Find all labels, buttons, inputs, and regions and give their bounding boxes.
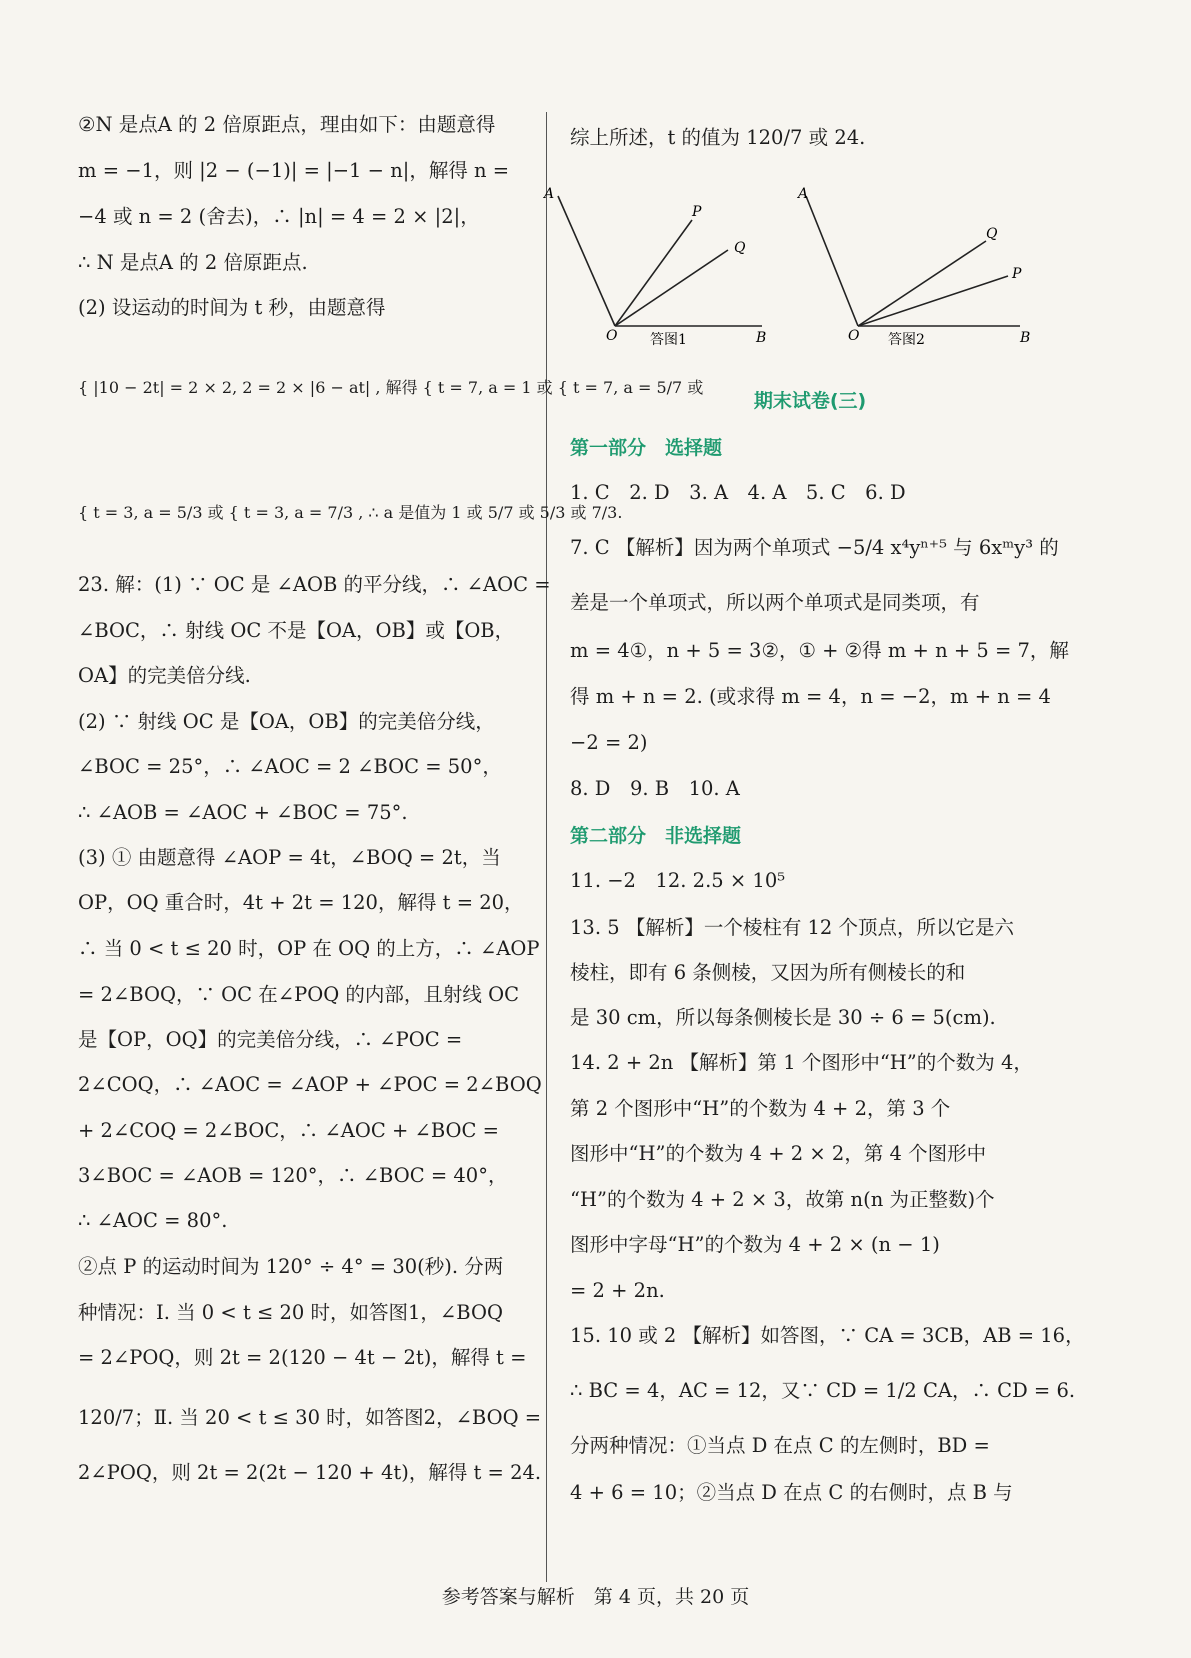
answer-line: 是 30 cm，所以每条侧棱长是 30 ÷ 6 = 5(cm). xyxy=(570,1006,996,1029)
answer-figure-1 xyxy=(540,178,800,348)
answer-line: 图形中“H”的个数为 4 + 2 × 2，第 4 个图形中 xyxy=(570,1142,987,1165)
text-line: 23. 解：(1) ∵ OC 是 ∠AOB 的平分线，∴ ∠AOC = xyxy=(78,573,551,596)
figure-label: A xyxy=(798,186,809,202)
answer-line: ∴ BC = 4，AC = 12，又∵ CD = 1/2 CA，∴ CD = 6. xyxy=(570,1379,1076,1402)
page-footer: 参考答案与解析 第 4 页，共 20 页 xyxy=(441,1586,750,1608)
text-line: = 2∠BOQ，∵ OC 在∠POQ 的内部，且射线 OC xyxy=(78,983,519,1006)
answer-line: 11. −2 12. 2.5 × 10⁵ xyxy=(570,869,786,892)
answer-line: 差是一个单项式，所以两个单项式是同类项，有 xyxy=(570,591,980,614)
text-line: + 2∠COQ = 2∠BOC，∴ ∠AOC + ∠BOC = xyxy=(78,1119,499,1142)
text-line: ∠BOC，∴ 射线 OC 不是【OA，OB】或【OB， xyxy=(78,619,515,642)
figure-label: Q xyxy=(734,240,746,256)
answer-line: 13. 5 【解析】一个棱柱有 12 个顶点，所以它是六 xyxy=(570,916,1015,939)
answer-line: 图形中字母“H”的个数为 4 + 2 × (n − 1) xyxy=(570,1233,940,1256)
text-line: 2∠POQ，则 2t = 2(2t − 120 + 4t)，解得 t = 24. xyxy=(78,1461,542,1484)
text-line: OP，OQ 重合时，4t + 2t = 120，解得 t = 20， xyxy=(78,891,524,914)
answer-line: = 2 + 2n. xyxy=(570,1279,665,1302)
text-line: m = −1，则 |2 − (−1)| = |−1 − n|，解得 n = xyxy=(78,159,510,182)
figure-label: O xyxy=(848,328,860,344)
text-line: ∠BOC = 25°，∴ ∠AOC = 2 ∠BOC = 50°， xyxy=(78,755,502,778)
text-line: OA】的完美倍分线. xyxy=(78,664,251,687)
answer-line: 14. 2 + 2n 【解析】第 1 个图形中“H”的个数为 4， xyxy=(570,1051,1033,1074)
figure-caption: 答图2 xyxy=(888,332,925,348)
answer-line: 第 2 个图形中“H”的个数为 4 + 2，第 3 个 xyxy=(570,1097,951,1120)
figure-label: Q xyxy=(986,226,998,242)
text-line: (2) ∵ 射线 OC 是【OA，OB】的完美倍分线， xyxy=(78,710,495,733)
text-line: ②N 是点A 的 2 倍原距点，理由如下：由题意得 xyxy=(78,113,496,136)
figure-label: O xyxy=(606,328,618,344)
answer-line: 分两种情况：①当点 D 在点 C 的左侧时，BD = xyxy=(570,1434,990,1457)
figure-label: P xyxy=(692,204,702,220)
answer-line: 7. C 【解析】因为两个单项式 −5/4 x⁴yⁿ⁺⁵ 与 6xᵐy³ 的 xyxy=(570,536,1059,559)
answer-line: −2 = 2) xyxy=(570,731,648,754)
text-line: ∴ 当 0 < t ≤ 20 时，OP 在 OQ 的上方，∴ ∠AOP xyxy=(78,937,540,960)
text-line: ∴ N 是点A 的 2 倍原距点. xyxy=(78,251,308,274)
text-line: 2∠COQ，∴ ∠AOC = ∠AOP + ∠POC = 2∠BOQ xyxy=(78,1073,542,1096)
answer-line: 棱柱，即有 6 条侧棱，又因为所有侧棱长的和 xyxy=(570,961,966,984)
answer-line: 15. 10 或 2 【解析】如答图，∵ CA = 3CB，AB = 16， xyxy=(570,1324,1085,1347)
figure-label: B xyxy=(756,330,767,346)
text-line: 种情况：Ⅰ. 当 0 < t ≤ 20 时，如答图1，∠BOQ xyxy=(78,1301,503,1324)
figure-label: B xyxy=(1020,330,1031,346)
text-line: 是【OP，OQ】的完美倍分线，∴ ∠POC = xyxy=(78,1028,463,1051)
part-title: 第二部分 非选择题 xyxy=(570,825,742,847)
text-line: 3∠BOC = ∠AOB = 120°，∴ ∠BOC = 40°， xyxy=(78,1164,508,1187)
figure-label: P xyxy=(1012,266,1022,282)
text-line: −4 或 n = 2 (舍去)，∴ |n| = 4 = 2 × |2|， xyxy=(78,205,480,228)
text-line: ②点 P 的运动时间为 120° ÷ 4° = 30(秒). 分两 xyxy=(78,1255,504,1278)
answer-line: 1. C 2. D 3. A 4. A 5. C 6. D xyxy=(570,481,906,504)
answer-line: m = 4①，n + 5 = 3②，① + ②得 m + n + 5 = 7，解 xyxy=(570,639,1069,662)
figure-label: A xyxy=(544,186,555,202)
answer-line: 8. D 9. B 10. A xyxy=(570,777,740,800)
answer-line: 4 + 6 = 10；②当点 D 在点 C 的右侧时，点 B 与 xyxy=(570,1481,1013,1504)
section-title: 期末试卷(三) xyxy=(753,390,867,412)
text-line: 120/7；Ⅱ. 当 20 < t ≤ 30 时，如答图2，∠BOQ = xyxy=(78,1406,542,1429)
part-title: 第一部分 选择题 xyxy=(570,437,723,459)
answer-line: 得 m + n = 2. (或求得 m = 4，n = −2，m + n = 4 xyxy=(570,685,1051,708)
answer-figure-2 xyxy=(798,178,1068,348)
equation-system: { t = 3, a = 5/3 或 { t = 3, a = 7/3 , ∴ a 是值为 1 或 5/7 或 5/3 或 7/3. xyxy=(78,503,623,522)
text-line: = 2∠POQ，则 2t = 2(120 − 4t − 2t)，解得 t = xyxy=(78,1346,527,1369)
text-line: ∴ ∠AOB = ∠AOC + ∠BOC = 75°. xyxy=(78,801,408,824)
text-line: (3) ① 由题意得 ∠AOP = 4t，∠BOQ = 2t，当 xyxy=(78,846,501,869)
text-line: (2) 设运动的时间为 t 秒，由题意得 xyxy=(78,296,386,319)
text-line: 综上所述，t 的值为 120/7 或 24. xyxy=(570,126,866,149)
answer-line: “H”的个数为 4 + 2 × 3，故第 n(n 为正整数)个 xyxy=(570,1188,995,1211)
equation-system: { |10 − 2t| = 2 × 2, 2 = 2 × |6 − at| , 解得 { t = 7, a = 1 或 { t = 7, a = 5/7 或 xyxy=(78,378,704,397)
text-line: ∴ ∠AOC = 80°. xyxy=(78,1209,228,1232)
figure-caption: 答图1 xyxy=(650,332,687,348)
